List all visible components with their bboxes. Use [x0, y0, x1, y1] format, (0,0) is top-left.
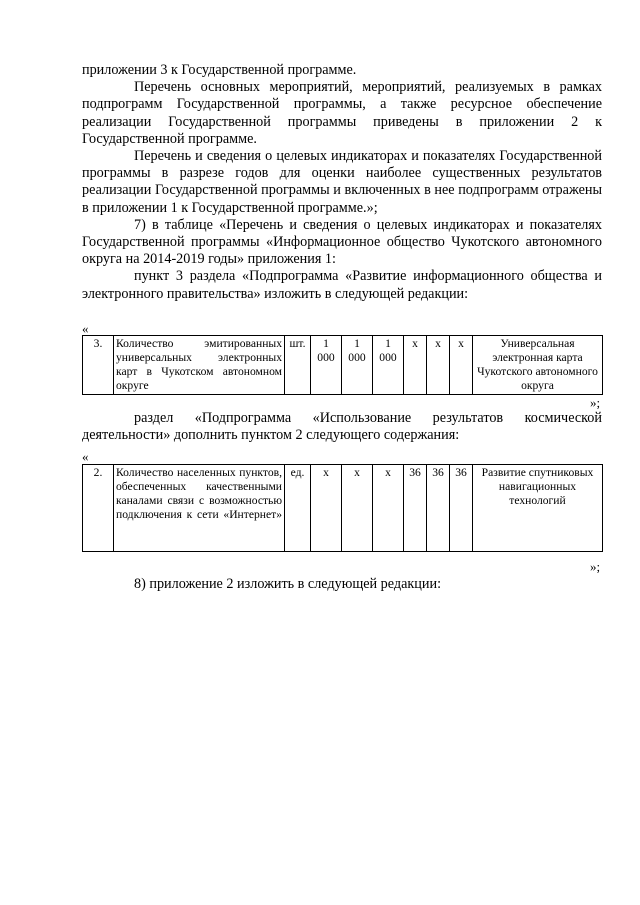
result-cell: Универсальная электронная карта Чукотского автономного округа — [473, 336, 603, 395]
paragraph-3: Перечень и сведения о целевых индикаторах и показателях Государственной программы в разрезе годов для оценки наиболее существенных результатов реализации Государственной программы и включенных в нее подпрограмм отражены в приложении 1 к Государственной программе.»; — [82, 148, 602, 216]
paragraph-5: пункт 3 раздела «Подпрограмма «Развитие информационного общества и электронного правительства» изложить в следующей редакции: — [82, 268, 602, 302]
value-cell: 1 000 — [342, 336, 373, 395]
value-cell: 1 000 — [311, 336, 342, 395]
value-cell: х — [373, 465, 404, 552]
row-number: 3. — [83, 336, 114, 395]
indicator-table-2 — [82, 464, 603, 552]
value-cell: 36 — [404, 465, 427, 552]
unit-cell: шт. — [285, 336, 311, 395]
table-row — [83, 465, 603, 552]
value-cell: х — [450, 336, 473, 395]
unit-cell: ед. — [285, 465, 311, 552]
value-cell: х — [404, 336, 427, 395]
value-cell: 1 000 — [373, 336, 404, 395]
paragraph-1: приложении 3 к Государственной программе. — [82, 62, 357, 78]
result-cell: Развитие спутниковых навигационных технологий — [473, 465, 603, 552]
open-quote-1: « — [82, 321, 89, 336]
indicator-table-1 — [82, 335, 603, 395]
close-quote-2: »; — [590, 559, 601, 574]
value-cell: 36 — [450, 465, 473, 552]
close-quote-1: »; — [590, 395, 601, 410]
indicator-name: Количество эмитированных универсальных электронных карт в Чукотском автономном округе — [114, 336, 285, 395]
value-cell: х — [342, 465, 373, 552]
paragraph-4: 7) в таблице «Перечень и сведения о целевых индикаторах и показателях Государственной программы «Информационное общество Чукотского автономного округа на 2014-2019 годы» приложения 1: — [82, 216, 602, 268]
paragraph-7: 8) приложение 2 изложить в следующей редакции: — [134, 576, 442, 592]
text-section-2 — [82, 410, 602, 444]
text-section-3 — [82, 576, 602, 593]
indicator-name: Количество населенных пунктов, обеспеченных качественными каналами связи с возможностью подключения к сети «Интернет» — [114, 465, 285, 552]
table-row — [83, 336, 603, 395]
paragraph-2: Перечень основных мероприятий, мероприятий, реализуемых в рамках подпрограмм Государственной программы, а также ресурсное обеспечение реализации Государственной программы приведены в приложении 2 к Государственной программе. — [82, 79, 602, 147]
value-cell: х — [427, 336, 450, 395]
open-quote-2: « — [82, 449, 89, 464]
value-cell: 36 — [427, 465, 450, 552]
row-number: 2. — [83, 465, 114, 552]
value-cell: х — [311, 465, 342, 552]
text-section-1 — [82, 62, 602, 303]
paragraph-6: раздел «Подпрограмма «Использование результатов космической деятельности» дополнить пунктом 2 следующего содержания: — [82, 410, 602, 444]
